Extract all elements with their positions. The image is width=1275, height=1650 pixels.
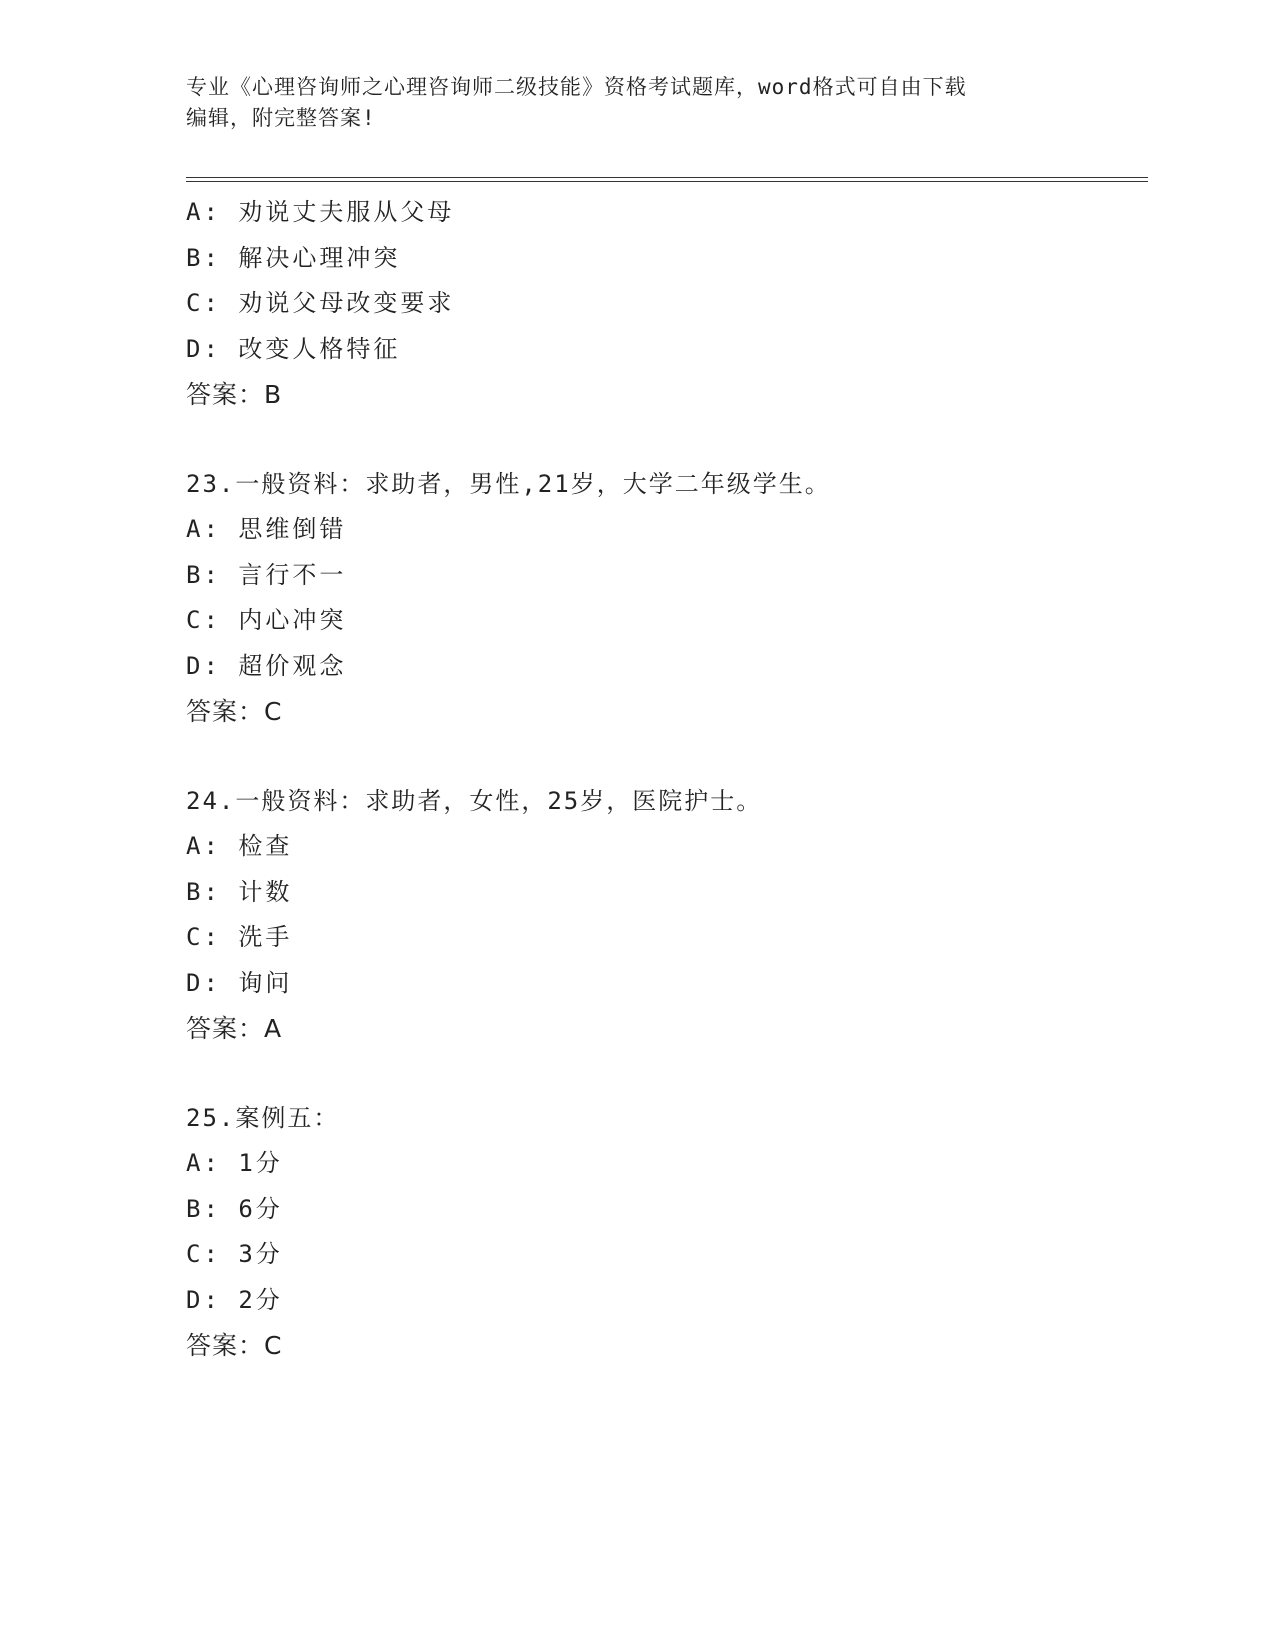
answer-line: 答案：C [186,697,283,726]
option-c: C: 洗手 [186,923,293,951]
option-b: B: 计数 [186,877,293,906]
option-b: B: 言行不一 [186,560,347,589]
option-a: A: 检查 [186,832,293,860]
block-spacer [186,1052,1146,1096]
question-block-22 [186,190,1146,418]
option-d: D: 改变人格特征 [186,334,401,363]
question-block-23 [186,462,1146,735]
question-block-24 [186,779,1146,1052]
option-d: D: 询问 [186,968,293,997]
header-line-1: 专业《心理咨询师之心理咨询师二级技能》资格考试题库，word格式可自由下载 [186,75,967,99]
question-stem: 24.一般资料：求助者，女性，25岁，医院护士。 [186,786,763,815]
header-line-2: 编辑，附完整答案! [186,106,376,130]
answer-line: 答案：C [186,1331,283,1360]
block-spacer [186,735,1146,779]
question-stem: 23.一般资料：求助者，男性,21岁，大学二年级学生。 [186,469,831,498]
answer-line: 答案：A [186,1014,283,1043]
block-spacer [186,418,1146,462]
option-b: B: 6分 [186,1194,283,1223]
option-c: C: 劝说父母改变要求 [186,289,455,317]
question-block-25 [186,1096,1146,1369]
option-a: A: 思维倒错 [186,515,347,543]
header-divider-top [186,177,1148,178]
document-header [186,72,1066,134]
header-divider-bottom [186,181,1148,182]
option-c: C: 内心冲突 [186,606,347,634]
option-d: D: 超价观念 [186,651,347,680]
question-list [186,190,1146,1369]
option-b: B: 解决心理冲突 [186,243,401,272]
question-stem: 25.案例五： [186,1103,340,1132]
option-c: C: 3分 [186,1240,283,1268]
option-d: D: 2分 [186,1285,283,1314]
option-a: A: 劝说丈夫服从父母 [186,198,455,226]
answer-line: 答案：B [186,380,283,409]
option-a: A: 1分 [186,1149,283,1177]
